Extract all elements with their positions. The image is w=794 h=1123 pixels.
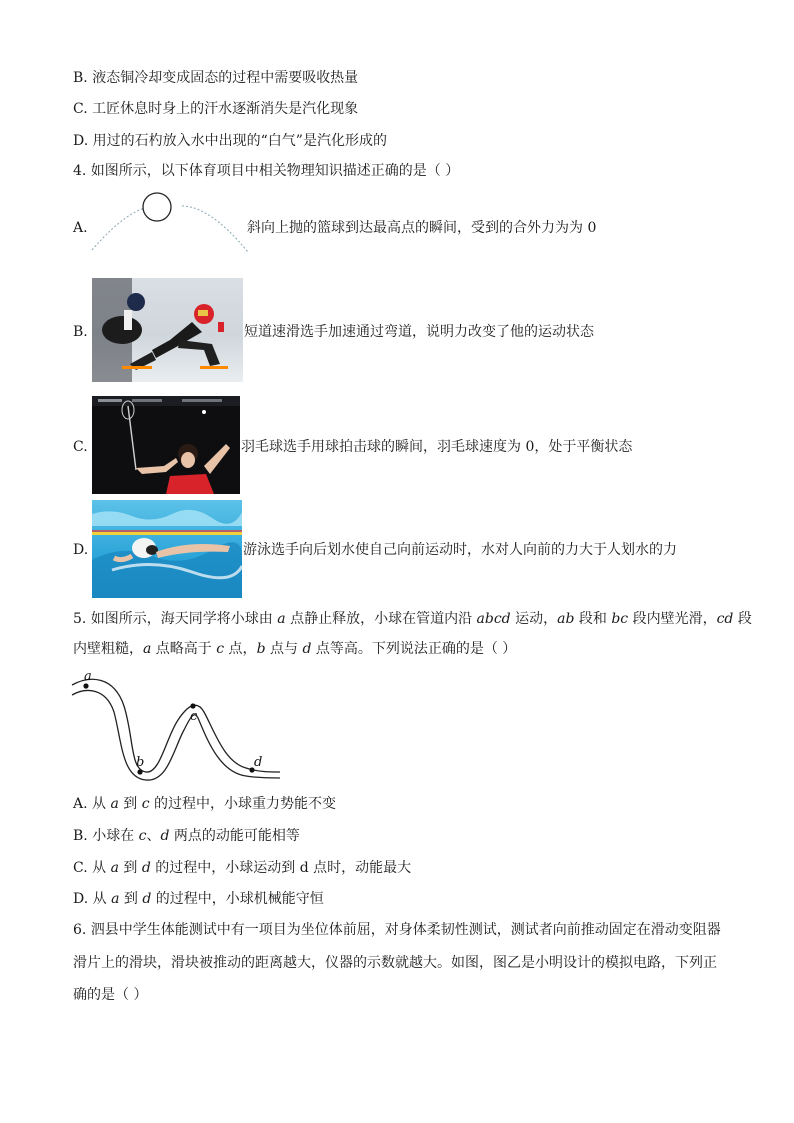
- basketball-icon: [143, 193, 171, 221]
- q5-stem-line2: 内壁粗糙，a 点略高于 c 点，b 点与 d 点等高。下列说法正确的是（ ）: [73, 641, 517, 657]
- q6-stem-line2: 滑片上的滑块，滑块被推动的距离越大，仪器的示数就越大。如图，图乙是小明设计的模拟电路，下列正: [73, 955, 717, 971]
- q4-option-d-letter: D.: [73, 542, 89, 558]
- badminton-photo: [92, 396, 240, 494]
- basketball-trajectory-figure: [90, 192, 250, 254]
- speed-skating-photo: [92, 278, 243, 382]
- q4-stem: 4. 如图所示，以下体育项目中相关物理知识描述正确的是（ ）: [73, 163, 460, 179]
- swimming-photo: [92, 500, 242, 598]
- figure-label-a: a: [84, 669, 92, 684]
- ball-point-a: [83, 683, 88, 688]
- q4-option-c-letter: C.: [73, 439, 88, 455]
- q5-option-a: A. 从 a 到 c 的过程中，小球重力势能不变: [73, 796, 337, 812]
- q5-option-d: D. 从 a 到 d 的过程中，小球机械能守恒: [73, 891, 324, 907]
- q3-option-c: C. 工匠休息时身上的汗水逐渐消失是汽化现象: [73, 101, 359, 117]
- q5-option-b: B. 小球在 c、d 两点的动能可能相等: [73, 828, 300, 844]
- figure-label-b: b: [136, 755, 145, 770]
- q5-stem-line1: 5. 如图所示，海天同学将小球由 a 点静止释放，小球在管道内沿 abcd 运动，ab 段和 bc 段内壁光滑，cd 段: [73, 611, 752, 627]
- q4-option-b-text: 短道速滑选手加速通过弯道，说明力改变了他的运动状态: [244, 324, 594, 340]
- q4-option-a-text: 斜向上抛的篮球到达最高点的瞬间，受到的合外力为为 0: [247, 220, 597, 236]
- q4-option-b-letter: B.: [73, 324, 88, 340]
- figure-label-c: c: [190, 709, 198, 724]
- q4-option-d-text: 游泳选手向后划水使自己向前运动时，水对人向前的力大于人划水的力: [243, 542, 677, 558]
- q3-option-b: B. 液态铜冷却变成固态的过程中需要吸收热量: [73, 70, 359, 86]
- q6-stem-line3: 确的是（ ）: [73, 987, 148, 1003]
- q5-option-c: C. 从 a 到 d 的过程中，小球运动到 d 点时，动能最大: [73, 860, 412, 876]
- q4-option-a-letter: A.: [73, 220, 88, 236]
- ball-point-c: [190, 703, 195, 708]
- q6-stem-line1: 6. 泗县中学生体能测试中有一项目为坐位体前屈，对身体柔韧性测试，测试者向前推动固定在滑动变阻器: [73, 922, 721, 938]
- pipe-track-figure: [70, 668, 282, 784]
- ball-point-b: [137, 769, 142, 774]
- q4-option-c-text: 羽毛球选手用球拍击球的瞬间，羽毛球速度为 0，处于平衡状态: [241, 439, 633, 455]
- figure-label-d: d: [254, 755, 263, 770]
- q3-option-d: D. 用过的石杓放入水中出现的“白气”是汽化形成的: [73, 133, 387, 149]
